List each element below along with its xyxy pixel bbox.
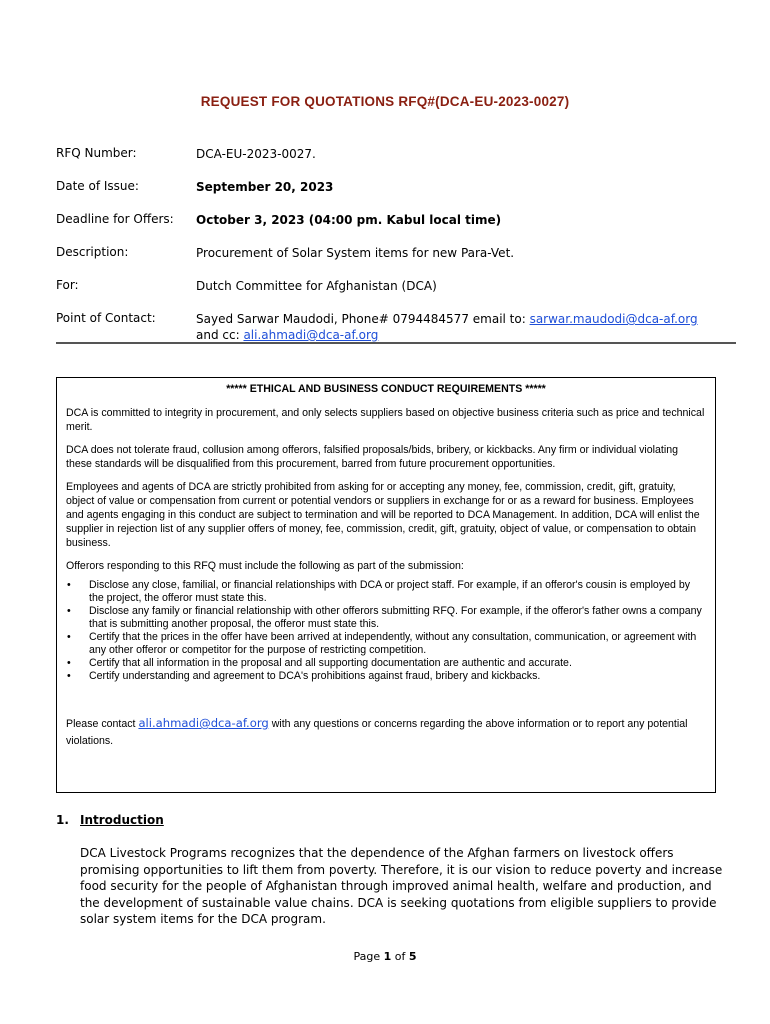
bullet-icon: • xyxy=(67,579,71,591)
description-label: Description: xyxy=(56,245,129,259)
ethics-contact: Please contact ali.ahmadi@dca-af.org with any questions or concerns regarding the above information or to report any potential violations. xyxy=(66,716,688,747)
list-item: • Disclose any family or financial relationship with other offerors submitting RFQ. For example, if the offeror's father owns a company that is submitting another proposal, the offeror must state this. xyxy=(67,605,702,630)
meta-row-description xyxy=(56,245,736,278)
cc-email-link[interactable]: ali.ahmadi@dca-af.org xyxy=(243,328,379,342)
list-item: • Certify that the prices in the offer have been arrived at independently, without any consultation, communication, or agreement with any other offeror or competitor for the purpose of restricting competition. xyxy=(67,631,697,656)
bullet-icon: • xyxy=(67,657,71,669)
meta-row-contact xyxy=(56,311,736,344)
rfq-metadata xyxy=(56,146,736,344)
ethics-paragraph: DCA is committed to integrity in procurement, and only selects suppliers based on objective business criteria such as price and technical merit. xyxy=(66,407,705,433)
meta-row-date xyxy=(56,179,736,212)
requirements-list xyxy=(66,579,706,683)
cc-text: and cc: xyxy=(196,328,244,342)
for-value: Dutch Committee for Afghanistan (DCA) xyxy=(196,279,437,293)
contact-value xyxy=(196,311,736,343)
list-item: • Certify that all information in the proposal and all supporting documentation are authentic and accurate. xyxy=(67,657,572,669)
ethics-paragraph: Employees and agents of DCA are strictly prohibited from asking for or accepting any money, fee, commission, credit, gift, gratuity, object of value or compensation from current or potential vendors or suppliers in exchange for or as a reward for business. Employees and agents engaging in this conduct are subject to termination and will be reported to DCA Management. In addition, DCA will enlist the supplier in rejection list of any supplier offers of money, fee, commission, credit, gift, gratuity, object of value, or compensation to obtain business. xyxy=(66,481,700,549)
section-title: Introduction xyxy=(80,813,164,827)
deadline-label: Deadline for Offers: xyxy=(56,212,174,226)
bullet-icon: • xyxy=(67,631,71,643)
page-total: 5 xyxy=(408,950,417,963)
rfq-number-label: RFQ Number: xyxy=(56,146,137,160)
for-label: For: xyxy=(56,278,79,292)
document-title: REQUEST FOR QUOTATIONS RFQ#(DCA-EU-2023-0027) xyxy=(200,94,570,109)
page-footer: Page 1 of 5 xyxy=(353,950,417,963)
ethics-paragraph: DCA does not tolerate fraud, collusion among offerors, falsified proposals/bids, bribery, or kickbacks. Any firm or individual violating these standards will be disqualified from this procurement, barred from future procurement opportunities. xyxy=(66,444,678,470)
contact-email-link[interactable]: sarwar.maudodi@dca-af.org xyxy=(529,312,698,326)
bullet-icon: • xyxy=(67,605,71,617)
ethics-box-title: ***** ETHICAL AND BUSINESS CONDUCT REQUIREMENTS ***** xyxy=(226,383,546,395)
list-item: • Certify understanding and agreement to DCA's prohibitions against fraud, bribery and kickbacks. xyxy=(67,670,541,682)
ethics-paragraph: Offerors responding to this RFQ must include the following as part of the submission: xyxy=(66,560,464,572)
rfq-number-value: DCA-EU-2023-0027. xyxy=(196,147,316,161)
section-body: DCA Livestock Programs recognizes that the dependence of the Afghan farmers on livestock offers promising opportunities to lift them from poverty. Therefore, it is our vision to reduce poverty and increase food security for the people of Afghanistan through improved animal health, welfare and production, and the development of sustainable value chains. DCA is seeking quotations from eligible suppliers to provide solar system items for the DCA program. xyxy=(80,846,723,927)
deadline-value: October 3, 2023 (04:00 pm. Kabul local time) xyxy=(196,213,502,227)
meta-row-rfq-number xyxy=(56,146,736,179)
page-current: 1 xyxy=(383,950,392,963)
list-item: • Disclose any close, familial, or financial relationships with DCA or project staff. For example, if an offeror's cousin is employed by the project, the offeror must state this. xyxy=(67,579,691,604)
date-label: Date of Issue: xyxy=(56,179,139,193)
description-value: Procurement of Solar System items for new Para-Vet. xyxy=(196,246,515,260)
contact-label: Point of Contact: xyxy=(56,311,156,325)
bullet-icon: • xyxy=(67,670,71,682)
section-heading xyxy=(56,813,736,827)
ethics-contact-email-link[interactable]: ali.ahmadi@dca-af.org xyxy=(138,716,269,730)
meta-row-deadline xyxy=(56,212,736,245)
introduction-section xyxy=(56,813,736,928)
contact-text: Sayed Sarwar Maudodi, Phone# 0794484577 email to: xyxy=(196,312,530,326)
section-number: 1. xyxy=(56,813,69,827)
meta-row-for xyxy=(56,278,736,311)
date-value: September 20, 2023 xyxy=(196,180,334,194)
header-divider xyxy=(56,342,736,344)
ethics-box xyxy=(56,377,716,793)
